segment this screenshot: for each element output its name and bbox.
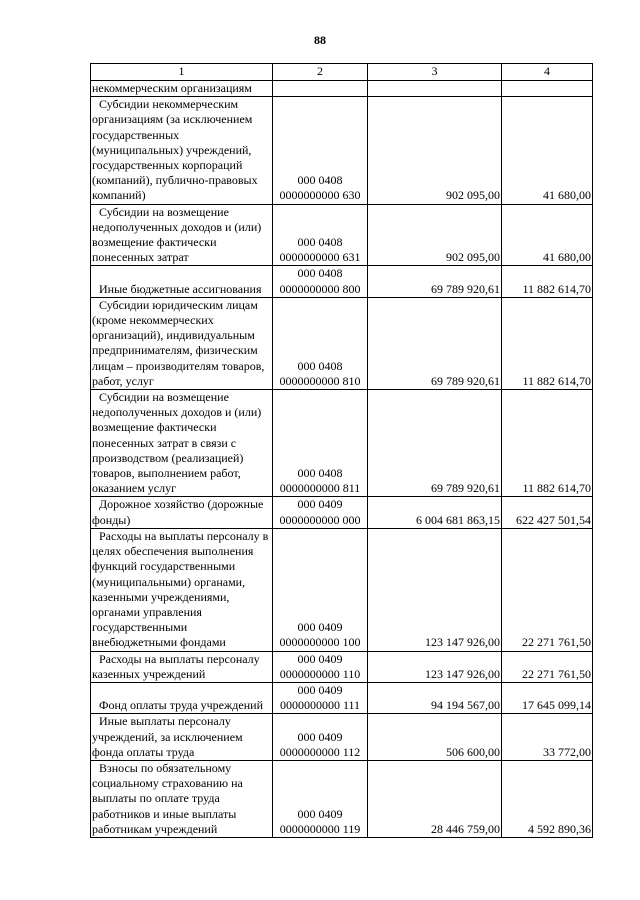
row-value-col4: 41 680,00: [502, 97, 593, 204]
row-value-col3: 506 600,00: [368, 714, 502, 761]
row-value-col3: 28 446 759,00: [368, 760, 502, 837]
row-value-col3: 123 147 926,00: [368, 528, 502, 651]
row-name: Расходы на выплаты персоналу казенных учреждений: [92, 651, 260, 681]
row-value-col4: [502, 81, 593, 97]
row-code: 000 0408 0000000000 631: [273, 204, 368, 266]
table-row: [91, 760, 593, 837]
row-value-col3: 69 789 920,61: [368, 297, 502, 389]
row-value-col4: 22 271 761,50: [502, 528, 593, 651]
row-value-col3: [368, 81, 502, 97]
row-name-cell: [91, 497, 273, 528]
row-value-col4: 11 882 614,70: [502, 390, 593, 497]
row-code: 000 0409 0000000000 111: [273, 682, 368, 713]
row-code: 000 0409 0000000000 119: [273, 760, 368, 837]
row-value-col3: 94 194 567,00: [368, 682, 502, 713]
row-name: Субсидии на возмещение недополученных доходов и (или) возмещение фактически понесенных затрат в связи с производством (реализацией) товаров, выполнением работ, оказанием услуг: [92, 390, 262, 496]
row-code: 000 0408 0000000000 630: [273, 97, 368, 204]
row-name: Субсидии некоммерческим организациям (за исключением государственных (муниципальных) учреждений, государственных корпораций (компаний), публично-правовых компаний): [92, 97, 258, 203]
row-code: [273, 81, 368, 97]
column-header-1: 1: [91, 64, 273, 81]
row-value-col3: 902 095,00: [368, 97, 502, 204]
table-row: [91, 266, 593, 297]
budget-table: [90, 63, 593, 838]
row-name: Расходы на выплаты персоналу в целях обеспечения выполнения функций государственными (муниципальными) органами, казенными учреждениями, органами управления государственными внебюджетными фондами: [92, 528, 269, 650]
row-name: Субсидии на возмещение недополученных доходов и (или) возмещение фактически понесенных затрат: [92, 204, 262, 265]
row-name: Взносы по обязательному социальному страхованию на выплаты по оплате труда работников и иные выплаты работникам учреждений: [92, 760, 243, 836]
row-code: 000 0409 0000000000 112: [273, 714, 368, 761]
row-value-col4: 4 592 890,36: [502, 760, 593, 837]
table-row: [91, 682, 593, 713]
table-row: [91, 297, 593, 389]
row-name-cell: [91, 651, 273, 682]
row-name: Субсидии юридическим лицам (кроме некоммерческих организаций), индивидуальным предпринимателям, физическим лицам – производителям товаров, работ, услуг: [92, 297, 265, 388]
row-name-cell: [91, 297, 273, 389]
row-value-col3: 123 147 926,00: [368, 651, 502, 682]
row-value-col4: 17 645 099,14: [502, 682, 593, 713]
table-row: [91, 97, 593, 204]
column-header-4: 4: [502, 64, 593, 81]
row-name-cell: [91, 266, 273, 297]
table-row: [91, 204, 593, 266]
page-number: 88: [314, 33, 326, 47]
row-name-cell: [91, 682, 273, 713]
row-name-cell: [91, 204, 273, 266]
row-value-col3: 69 789 920,61: [368, 390, 502, 497]
row-name-cell: [91, 390, 273, 497]
row-value-col4: 33 772,00: [502, 714, 593, 761]
table-row: [91, 81, 593, 97]
row-name: Иные выплаты персоналу учреждений, за исключением фонда оплаты труда: [92, 714, 243, 759]
row-code: 000 0409 0000000000 100: [273, 528, 368, 651]
column-header-3: 3: [368, 64, 502, 81]
row-value-col4: 41 680,00: [502, 204, 593, 266]
row-value-col3: 69 789 920,61: [368, 266, 502, 297]
row-value-col3: 6 004 681 863,15: [368, 497, 502, 528]
row-name-cell: [91, 81, 273, 97]
row-value-col4: 11 882 614,70: [502, 297, 593, 389]
row-value-col4: 22 271 761,50: [502, 651, 593, 682]
table-row: [91, 651, 593, 682]
row-name-cell: [91, 714, 273, 761]
table-body: [91, 81, 593, 838]
row-value-col3: 902 095,00: [368, 204, 502, 266]
row-name-cell: [91, 760, 273, 837]
row-code: 000 0408 0000000000 800: [273, 266, 368, 297]
row-name: некоммерческим организациям: [92, 81, 252, 95]
row-name: Дорожное хозяйство (дорожные фонды): [92, 497, 264, 527]
column-header-2: 2: [273, 64, 368, 81]
table-row: [91, 714, 593, 761]
row-value-col4: 11 882 614,70: [502, 266, 593, 297]
row-name: Иные бюджетные ассигнования: [99, 281, 262, 296]
table-row: [91, 497, 593, 528]
row-code: 000 0409 0000000000 110: [273, 651, 368, 682]
row-code: 000 0409 0000000000 000: [273, 497, 368, 528]
table-row: [91, 528, 593, 651]
row-code: 000 0408 0000000000 811: [273, 390, 368, 497]
row-code: 000 0408 0000000000 810: [273, 297, 368, 389]
table-row: [91, 390, 593, 497]
row-name-cell: [91, 97, 273, 204]
table-header-row: [91, 64, 593, 81]
row-value-col4: 622 427 501,54: [502, 497, 593, 528]
row-name-cell: [91, 528, 273, 651]
row-name: Фонд оплаты труда учреждений: [99, 698, 263, 713]
